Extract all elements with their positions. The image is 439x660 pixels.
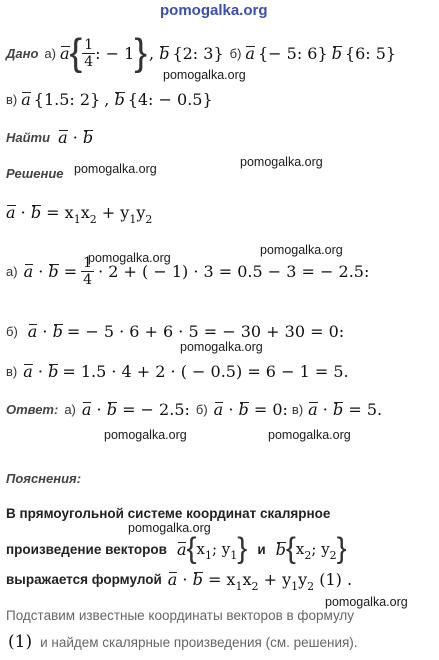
given-b-coords: {2: 3} <box>172 43 224 63</box>
watermark: pomogalka.org <box>260 243 343 257</box>
solution-v-expression: = 1.5 · 4 + 2 · ( − 0.5) = 6 − 1 = 5. <box>62 362 349 381</box>
answer-b: a · b = 0: <box>213 400 288 419</box>
answer-a: a · b = − 2.5: <box>81 400 190 419</box>
watermark: pomogalka.org <box>88 251 171 265</box>
explanation-line-5-text: и найдем скалярные произведения (см. решения). <box>40 634 358 650</box>
explanation-line-1: В прямоугольной системе координат скалярное <box>6 506 331 521</box>
solution-a-fraction: $\frac{1}{4}$ <box>83 255 93 288</box>
solution-line-b <box>6 322 344 341</box>
answer-v-label: в) <box>291 402 304 417</box>
find-expression: a · b <box>58 128 94 147</box>
answer-line <box>6 400 382 419</box>
watermark-top: pomogalka.org <box>160 2 268 19</box>
given-a2-vector: a <box>245 43 255 63</box>
given-b3-coords: {4: − 0.5} <box>127 90 213 109</box>
explanation-label: Пояснения: <box>6 471 82 486</box>
answer-v: a · b = 5. <box>308 400 383 419</box>
solution-line-v <box>6 362 349 381</box>
given-b-vector: , b <box>149 43 170 63</box>
given-a-rest: : − 1 <box>95 43 135 63</box>
solution-a-expression: · 2 + ( − 1) · 3 = 0.5 − 3 = − 2.5: <box>98 262 370 281</box>
explanation-line-2 <box>6 530 347 568</box>
solution-a-label: а) <box>6 264 18 279</box>
solution-label: Решение <box>6 166 64 181</box>
explanation-line-4: Подставим известные координаты векторов в формулу <box>6 608 355 623</box>
solution-v-label: в) <box>6 364 18 379</box>
given-a-vector: a <box>59 43 70 63</box>
find-label: Найти <box>6 130 51 145</box>
solution-b-lhs: a · b <box>27 322 63 341</box>
answer-b-label: б) <box>195 402 208 417</box>
given-line-1 <box>6 34 396 72</box>
explanation-line-5 <box>6 632 358 652</box>
dot-product-formula: $a \cdot b = x_1x_2 + y_1y_2$ <box>6 203 153 226</box>
watermark: pomogalka.org <box>180 340 263 354</box>
given-a-label: а) <box>44 45 56 61</box>
explanation-and: и <box>257 541 266 557</box>
given-b-label: б) <box>229 45 242 61</box>
explanation-line-3-text: выражается формулой <box>6 572 162 587</box>
given-a-brace-left: { <box>69 32 83 74</box>
watermark: pomogalka.org <box>163 68 246 82</box>
given-a3-vector: a <box>21 90 31 109</box>
solution-b-label: б) <box>6 324 18 339</box>
explanation-vector-b: b <box>275 539 286 559</box>
answer-label: Ответ: <box>6 402 59 417</box>
solution-b-expression: = − 5 · 6 + 6 · 5 = − 30 + 30 = 0: <box>66 322 345 341</box>
watermark: pomogalka.org <box>268 428 351 442</box>
find-line <box>6 128 93 147</box>
given-b2-vector: b <box>331 43 342 63</box>
given-a2-coords: {− 5: 6} <box>257 43 328 63</box>
given-b2-coords: {6: 5} <box>344 43 397 63</box>
explanation-vector-a: a <box>176 539 187 559</box>
solution-line-a <box>6 255 369 288</box>
explanation-b-coords: $x_2$; $y_2$ <box>295 540 337 562</box>
watermark: pomogalka.org <box>74 162 157 176</box>
explanation-line-3 <box>6 570 353 593</box>
given-a-brace-right: } <box>134 32 148 74</box>
given-label: Дано <box>6 45 39 61</box>
watermark: pomogalka.org <box>325 595 408 609</box>
answer-a-label: а) <box>64 402 76 417</box>
watermark: pomogalka.org <box>104 428 187 442</box>
explanation-line-2-text: произведение векторов <box>6 541 167 557</box>
given-a3-coords: {1.5: 2} <box>33 90 101 109</box>
explanation-formula: $a \cdot b = x_1x_2 + y_1y_2$ (1) . <box>167 570 353 593</box>
brace-left: { <box>186 532 197 565</box>
solution-v-lhs: a · b <box>23 362 59 381</box>
brace-right: } <box>237 532 248 565</box>
solution-a-lhs: a · b = <box>23 262 78 281</box>
explanation-a-coords: $x_1$; $y_1$ <box>196 540 238 562</box>
brace-right: } <box>336 532 347 565</box>
explanation-formula-ref: (1) <box>8 632 33 652</box>
given-b3-vector: , b <box>104 90 125 109</box>
given-a-fraction: $\frac{1}{4}$ <box>84 36 94 70</box>
given-line-2 <box>6 90 213 109</box>
given-v-label: в) <box>6 92 18 107</box>
watermark: pomogalka.org <box>240 155 323 169</box>
watermark: pomogalka.org <box>128 521 211 535</box>
brace-left: { <box>285 532 296 565</box>
